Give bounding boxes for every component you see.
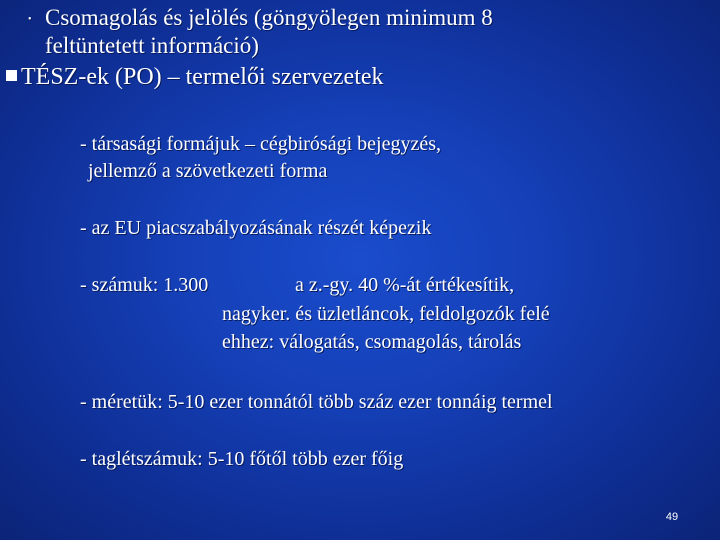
item-size: - méretük: 5-10 ezer tonnától több száz ezer tonnáig termel <box>80 391 553 413</box>
square-bullet-icon <box>6 70 17 81</box>
item-legal-form-line-2: jellemző a szövetkezeti forma <box>88 160 328 182</box>
header-line-1: Csomagolás és jelölés (göngyölegen minimum 8 <box>45 5 493 30</box>
small-bullet-icon: • <box>28 14 32 25</box>
item-count-line-3: ehhez: válogatás, csomagolás, tárolás <box>222 331 522 353</box>
item-legal-form-line-1: - társasági formájuk – cégbirósági bejegyzés, <box>80 133 441 155</box>
item-membership: - taglétszámuk: 5-10 főtől több ezer főig <box>80 448 404 470</box>
header-line-2: feltüntetett információ) <box>45 33 259 58</box>
item-eu-regulation: - az EU piacszabályozásának részét képezik <box>80 217 432 239</box>
section-title: TÉSZ-ek (PO) – termelői szervezetek <box>21 64 384 90</box>
item-count-line-2: nagyker. és üzletláncok, feldolgozók felé <box>222 303 550 325</box>
item-count-label: - számuk: 1.300 <box>80 274 209 296</box>
page-number: 49 <box>665 511 679 523</box>
item-count-detail: a z.-gy. 40 %-át értékesítik, <box>295 274 515 296</box>
